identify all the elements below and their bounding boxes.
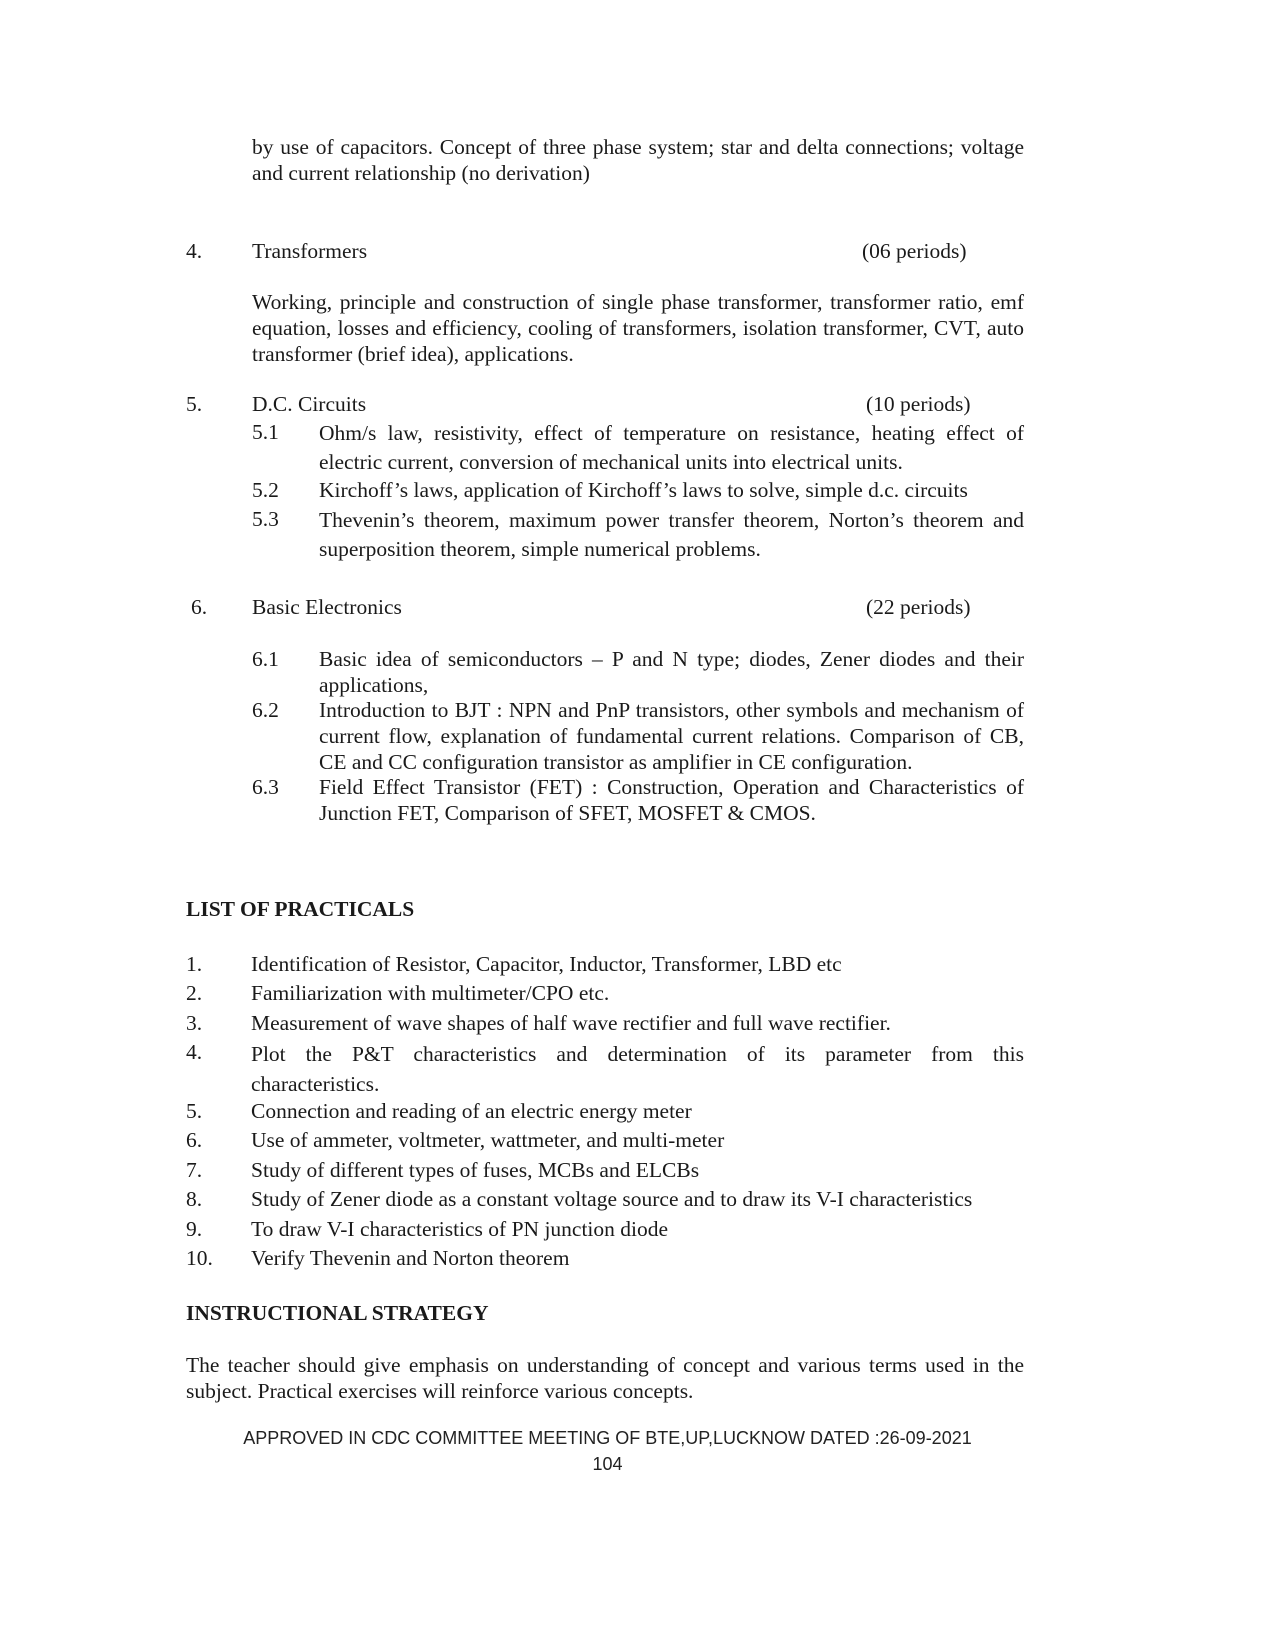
practical-4-number: 4.	[186, 1040, 203, 1064]
strategy-heading: INSTRUCTIONAL STRATEGY	[186, 1301, 489, 1325]
section-4-title: Transformers	[252, 239, 368, 263]
practical-6-text: Use of ammeter, voltmeter, wattmeter, and multi-meter	[251, 1128, 725, 1152]
section-6-periods: (22 periods)	[866, 595, 971, 619]
practical-1-text: Identification of Resistor, Capacitor, Inductor, Transformer, LBD etc	[251, 952, 842, 976]
subitem-5-2-text: Kirchoff’s laws, application of Kirchoff’s laws to solve, simple d.c. circuits	[319, 478, 968, 502]
section-5-number: 5.	[186, 392, 203, 416]
practical-5-number: 5.	[186, 1099, 203, 1123]
practical-8-number: 8.	[186, 1187, 203, 1211]
practical-2-number: 2.	[186, 981, 203, 1005]
practical-10-text: Verify Thevenin and Norton theorem	[251, 1246, 570, 1270]
strategy-text: The teacher should give emphasis on understanding of concept and various terms used in the subject. Practical exercises will reinforce various concepts.	[186, 1353, 1024, 1403]
section-6-number: 6.	[191, 595, 208, 619]
practical-7-number: 7.	[186, 1158, 203, 1182]
section-5-title: D.C. Circuits	[252, 392, 367, 416]
subitem-5-1-text: Ohm/s law, resistivity, effect of temperature on resistance, heating effect of electric current, conversion of mechanical units into electrical units.	[319, 421, 1024, 474]
subitem-5-3-text: Thevenin’s theorem, maximum power transfer theorem, Norton’s theorem and superposition theorem, simple numerical problems.	[319, 508, 1024, 561]
practical-10-number: 10.	[186, 1246, 213, 1270]
section-4-body: Working, principle and construction of single phase transformer, transformer ratio, emf equation, losses and efficiency, cooling of transformers, isolation transformer, CVT, auto transformer (brief idea), applications.	[252, 290, 1024, 366]
practicals-heading: LIST OF PRACTICALS	[186, 897, 415, 921]
practical-7-text: Study of different types of fuses, MCBs and ELCBs	[251, 1158, 700, 1182]
subitem-6-3-text: Field Effect Transistor (FET) : Construction, Operation and Characteristics of Junction FET, Comparison of SFET, MOSFET & CMOS.	[319, 775, 1024, 825]
section-4-periods: (06 periods)	[862, 239, 967, 263]
subitem-6-2-number: 6.2	[252, 698, 279, 722]
practical-3-text: Measurement of wave shapes of half wave rectifier and full wave rectifier.	[251, 1011, 891, 1035]
practical-6-number: 6.	[186, 1128, 203, 1152]
approval-footer: APPROVED IN CDC COMMITTEE MEETING OF BTE,UP,LUCKNOW DATED :26-09-2021	[243, 1428, 972, 1448]
practical-2-text: Familiarization with multimeter/CPO etc.	[251, 981, 610, 1005]
page-number: 104	[592, 1454, 623, 1474]
section-6-title: Basic Electronics	[252, 595, 402, 619]
practical-9-text: To draw V-I characteristics of PN junction diode	[251, 1217, 669, 1241]
section-5-periods: (10 periods)	[866, 392, 971, 416]
practical-8-text: Study of Zener diode as a constant voltage source and to draw its V-I characteristics	[251, 1187, 973, 1211]
practical-4-text: Plot the P&T characteristics and determination of its parameter from this characteristics.	[251, 1042, 1024, 1096]
practical-1-number: 1.	[186, 952, 203, 976]
subitem-6-3-number: 6.3	[252, 775, 279, 799]
subitem-5-2-number: 5.2	[252, 478, 279, 502]
practical-9-number: 9.	[186, 1217, 203, 1241]
section-4-number: 4.	[186, 239, 203, 263]
subitem-6-1-text: Basic idea of semiconductors – P and N type; diodes, Zener diodes and their applications,	[319, 647, 1024, 697]
practical-5-text: Connection and reading of an electric energy meter	[251, 1099, 692, 1123]
subitem-6-1-number: 6.1	[252, 647, 279, 671]
subitem-5-3-number: 5.3	[252, 507, 279, 531]
practical-3-number: 3.	[186, 1011, 203, 1035]
intro-paragraph: by use of capacitors. Concept of three phase system; star and delta connections; voltage and current relationship (no derivation)	[252, 135, 1024, 185]
subitem-5-1-number: 5.1	[252, 420, 279, 444]
subitem-6-2-text: Introduction to BJT : NPN and PnP transistors, other symbols and mechanism of current flow, explanation of fundamental current relations. Comparison of CB, CE and CC configuration transistor as amplifier in CE configuration.	[319, 698, 1024, 774]
